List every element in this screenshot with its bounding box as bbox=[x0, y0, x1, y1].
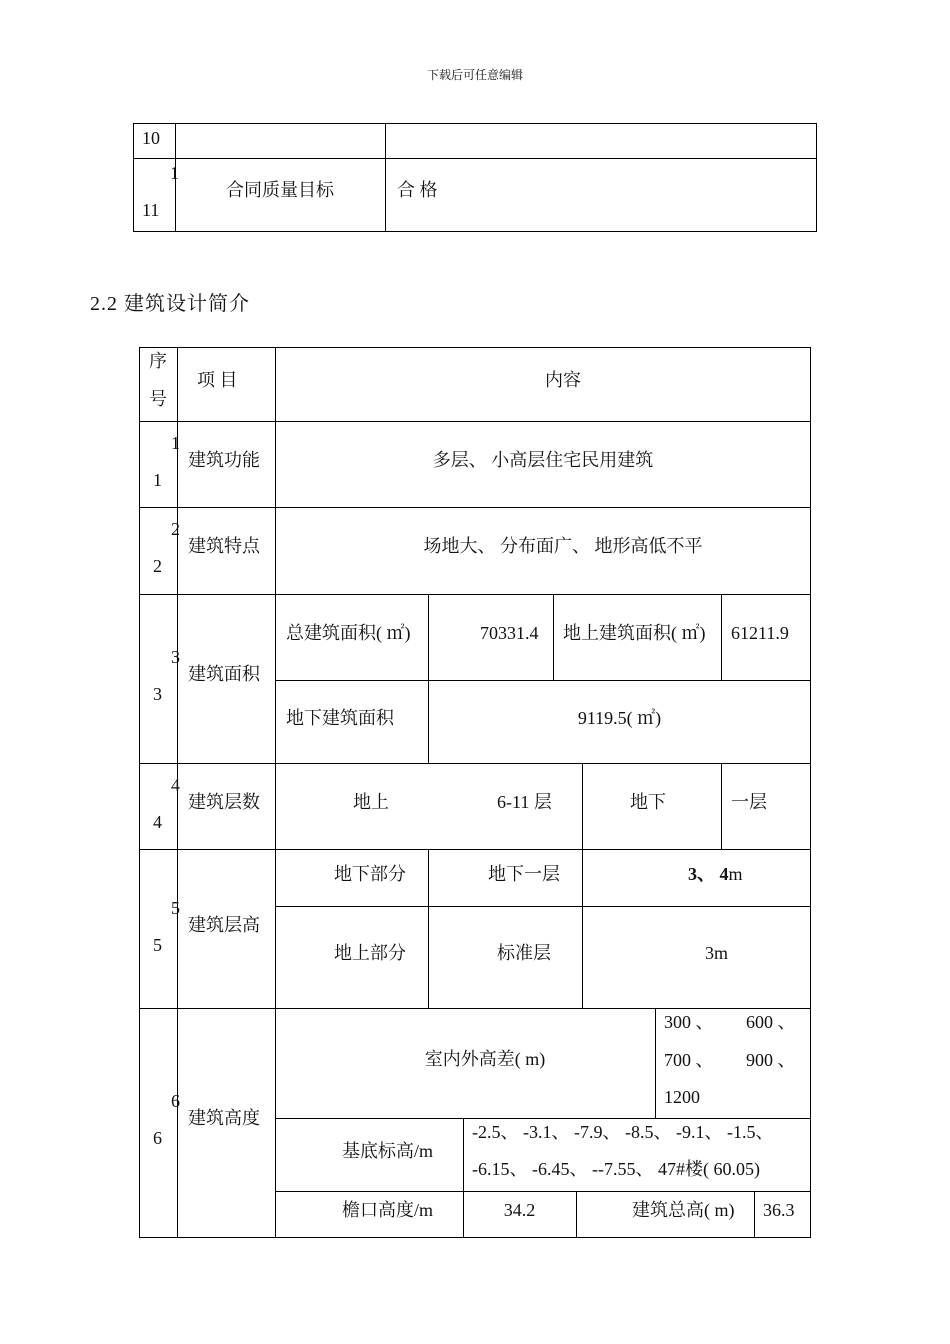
row-number-fragment: 1 bbox=[171, 433, 180, 453]
above-ground-floors-label: 地上 bbox=[353, 792, 389, 812]
underground-part-label: 地下部分 bbox=[334, 864, 406, 884]
height-difference-value: 1200 bbox=[664, 1087, 700, 1107]
base-elevation-values: -6.15、 -6.45、 --7.55、 47#楼( 60.05) bbox=[472, 1159, 760, 1179]
row-item-label: 建筑层高 bbox=[188, 915, 260, 935]
eave-height-label: 檐口高度/m bbox=[342, 1200, 434, 1220]
underground-floor-height: 3、 4m bbox=[688, 864, 743, 884]
underground-floor-label: 地下一层 bbox=[488, 864, 560, 884]
building-function: 多层、 小高层住宅民用建筑 bbox=[432, 450, 654, 470]
row-item-label: 建筑高度 bbox=[188, 1108, 260, 1128]
above-ground-area-value: 61211.9 bbox=[731, 623, 789, 643]
row-number: 1 bbox=[153, 470, 162, 490]
base-elevation-values: -2.5、 -3.1、 -7.9、 -8.5、 -9.1、 -1.5、 bbox=[472, 1122, 774, 1142]
row-number: 6 bbox=[153, 1128, 162, 1148]
height-difference-value: 600 、 bbox=[746, 1012, 796, 1032]
row-number-fragment: 6 bbox=[171, 1091, 180, 1111]
row-number-fragment: 5 bbox=[171, 898, 180, 918]
above-ground-floors-value: 6-11 层 bbox=[497, 792, 552, 812]
row-item-label: 建筑功能 bbox=[188, 450, 260, 470]
standard-floor-label: 标准层 bbox=[497, 943, 551, 963]
eave-height-value: 34.2 bbox=[503, 1200, 536, 1220]
quality-target-label: 合同质量目标 bbox=[226, 180, 334, 200]
row-number-fragment: 2 bbox=[171, 519, 180, 539]
total-height-value: 36.3 bbox=[763, 1200, 795, 1220]
section-title: 2.2 建筑设计简介 bbox=[90, 293, 250, 315]
building-features: 场地大、 分布面广、 地形高低不平 bbox=[423, 536, 703, 556]
row-number-fragment: 1 bbox=[170, 163, 179, 183]
height-difference-value: 300 、 bbox=[664, 1012, 714, 1032]
underground-floors-label: 地下 bbox=[630, 792, 666, 812]
total-height-label: 建筑总高( m) bbox=[632, 1200, 735, 1220]
row-number: 4 bbox=[153, 812, 162, 832]
underground-area-label: 地下建筑面积 bbox=[286, 708, 394, 728]
row-number: 10 bbox=[142, 128, 160, 148]
row-number-fragment: 3 bbox=[171, 647, 180, 667]
total-area-value: 70331.4 bbox=[480, 623, 539, 643]
underground-area-value: 9119.5( ㎡) bbox=[577, 708, 662, 728]
header-number: 号 bbox=[149, 389, 167, 409]
row-number: 5 bbox=[153, 935, 162, 955]
above-ground-part-label: 地上部分 bbox=[334, 943, 406, 963]
underground-floors-value: 一层 bbox=[731, 792, 767, 812]
header-item: 项 目 bbox=[197, 370, 238, 390]
height-difference-value: 700 、 bbox=[664, 1050, 714, 1070]
quality-target-value: 合 格 bbox=[397, 180, 438, 200]
row-item-label: 建筑面积 bbox=[188, 664, 260, 684]
height-difference-value: 900 、 bbox=[746, 1050, 796, 1070]
row-item-label: 建筑特点 bbox=[188, 536, 260, 556]
header-number: 序 bbox=[149, 351, 167, 371]
header-content: 内容 bbox=[545, 370, 581, 390]
row-number-fragment: 4 bbox=[171, 775, 180, 795]
row-number: 3 bbox=[153, 684, 162, 704]
header-note: 下载后可任意编辑 bbox=[426, 68, 523, 82]
above-ground-area-label: 地上建筑面积( ㎡) bbox=[563, 623, 706, 643]
standard-floor-height: 3m bbox=[704, 943, 728, 963]
height-difference-label: 室内外高差( m) bbox=[424, 1049, 546, 1069]
total-area-label: 总建筑面积( ㎡) bbox=[286, 623, 411, 643]
row-number: 11 bbox=[142, 200, 160, 220]
row-item-label: 建筑层数 bbox=[188, 792, 260, 812]
base-elevation-label: 基底标高/m bbox=[342, 1141, 434, 1161]
row-number: 2 bbox=[153, 556, 162, 576]
